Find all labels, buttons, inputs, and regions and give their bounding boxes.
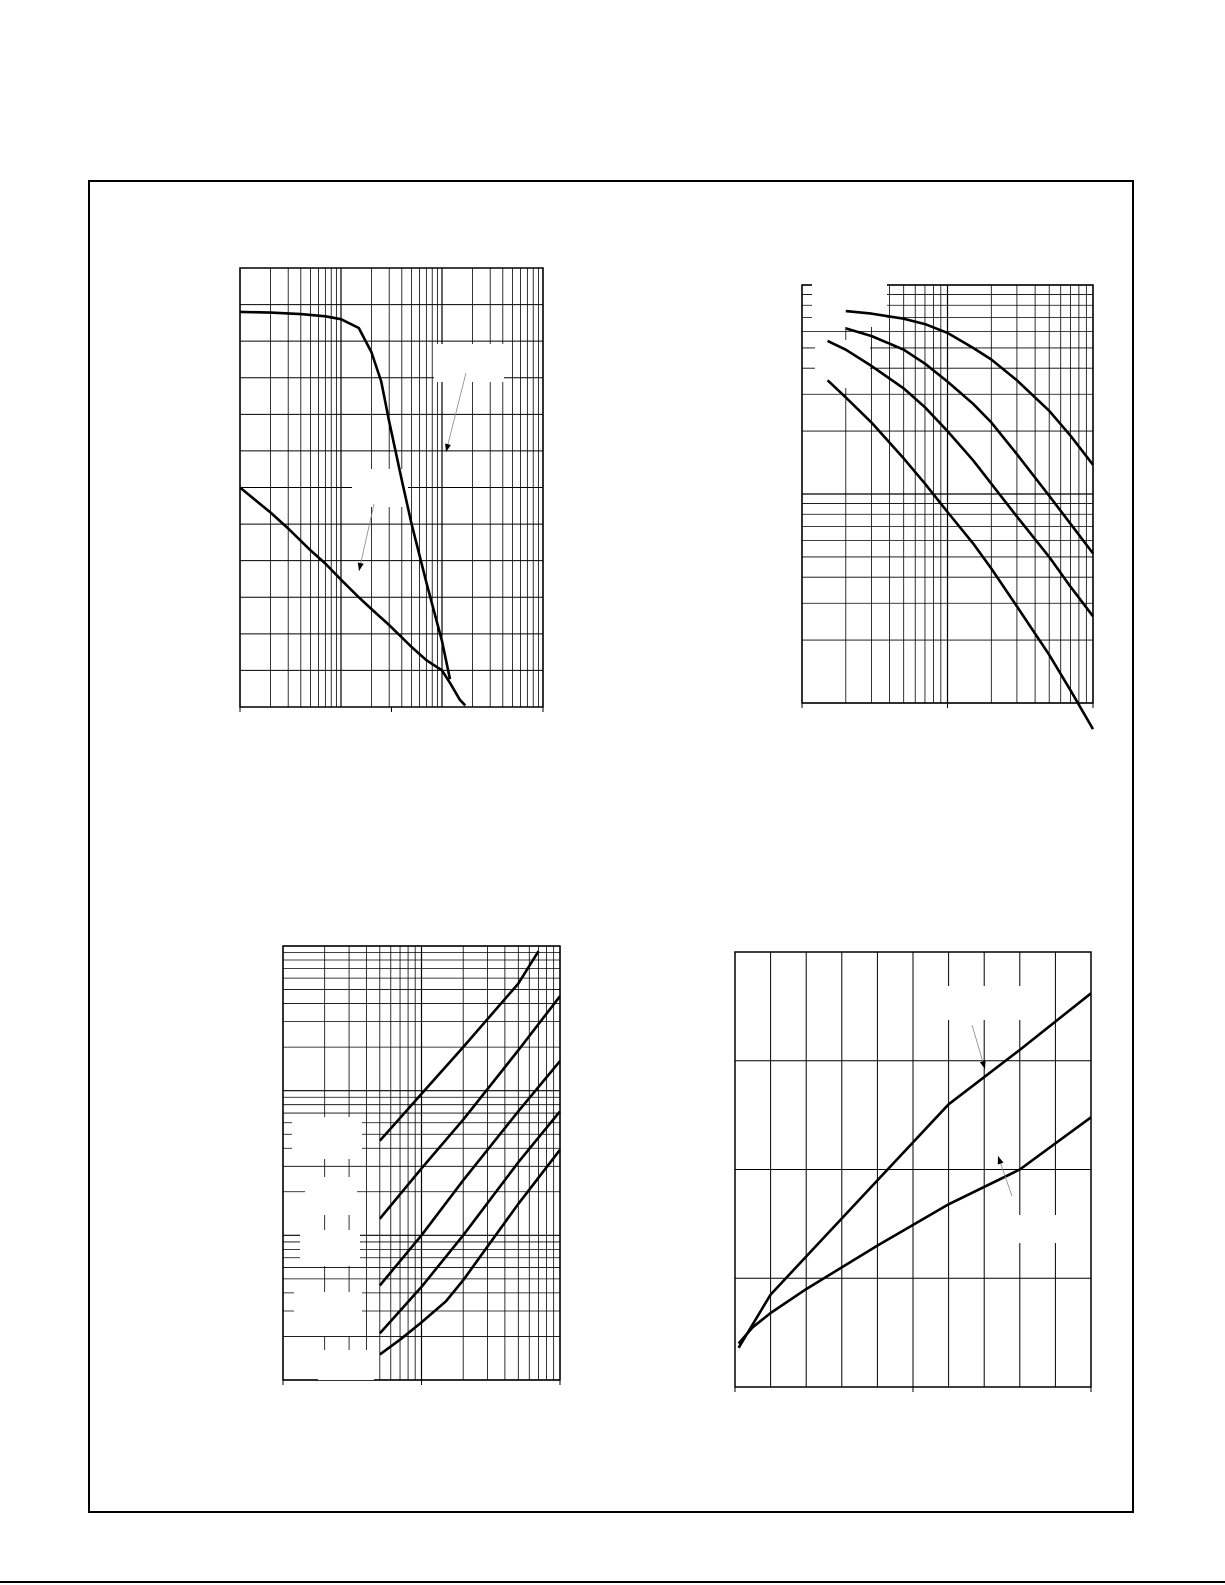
callout-leader	[446, 373, 466, 452]
label-mask	[318, 1350, 374, 1380]
callout-arrowhead	[980, 1061, 986, 1070]
plot-top-right	[802, 284, 1093, 729]
series-line-1	[240, 312, 450, 679]
label-mask	[812, 284, 887, 327]
label-mask	[300, 1230, 360, 1266]
series-line-1	[380, 951, 539, 1141]
plot-bottom-left	[283, 946, 560, 1385]
series-line-3	[380, 1061, 560, 1285]
grid-lines	[735, 952, 1091, 1387]
label-mask	[305, 1177, 357, 1215]
series-line-2	[240, 488, 465, 706]
label-mask	[294, 1292, 362, 1336]
series-line-2	[846, 328, 1093, 553]
series-line-4	[380, 1111, 560, 1333]
label-mask	[945, 986, 1025, 1020]
plot-top-left	[240, 268, 543, 712]
label-mask	[985, 1215, 1085, 1243]
callout-arrowhead	[998, 1156, 1004, 1165]
series-line-1	[739, 993, 1091, 1348]
plot-bottom-right	[735, 952, 1091, 1392]
label-mask	[292, 1117, 362, 1159]
series-line-4	[828, 380, 1093, 729]
series-line-1	[846, 311, 1093, 465]
callout-arrowhead	[358, 563, 364, 572]
page-frame	[89, 181, 1133, 1512]
label-mask	[434, 344, 504, 382]
